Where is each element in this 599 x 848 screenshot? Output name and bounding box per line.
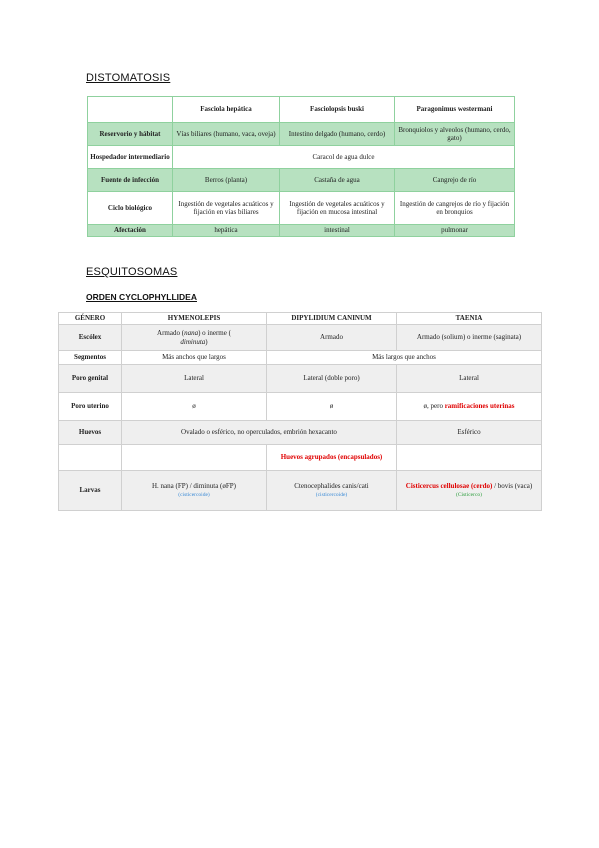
- distomatosis-table: [87, 96, 515, 237]
- table-cell-span: Caracol de agua dulce: [173, 146, 515, 169]
- note-text: (cisticercoide): [178, 492, 210, 499]
- table-cell: Ingestión de vegetales acuáticos y fijación en vías biliares: [173, 192, 280, 225]
- row-label: Segmentos: [59, 351, 122, 365]
- row-label: Poro uterino: [59, 393, 122, 421]
- table-cell: [267, 471, 397, 511]
- table-cell: ø: [122, 393, 267, 421]
- cyclophyllidea-table: [58, 312, 542, 511]
- table-row: [88, 169, 515, 192]
- table-row: [59, 393, 542, 421]
- table-cell: hepática: [173, 225, 280, 237]
- table-cell: [122, 325, 267, 351]
- table-cell-span: Ovalado o esférico, no operculados, embrión hexacanto: [122, 421, 397, 445]
- table-cell: pulmonar: [395, 225, 515, 237]
- text-part: ): [205, 337, 208, 346]
- table-cell-empty: [122, 445, 267, 471]
- table-row: [59, 365, 542, 393]
- table-cell: Armado: [267, 325, 397, 351]
- table-cell: Lateral: [122, 365, 267, 393]
- table-row: [88, 146, 515, 169]
- highlight-text: ramificaciones uterinas: [444, 402, 515, 411]
- section-title-distomatosis: DISTOMATOSIS: [86, 72, 171, 84]
- table-cell: Ingestión de cangrejos de río y fijación en bronquios: [395, 192, 515, 225]
- table-cell: Lateral: [397, 365, 542, 393]
- table-cell: intestinal: [280, 225, 395, 237]
- table-cell: Más anchos que largos: [122, 351, 267, 365]
- table-cell: Cangrejo de río: [395, 169, 515, 192]
- col-header: TAENIA: [397, 313, 542, 325]
- table-row: [88, 225, 515, 237]
- table-row: [88, 192, 515, 225]
- row-label: Fuente de infección: [88, 169, 173, 192]
- table-row: [59, 421, 542, 445]
- row-label: Poro genital: [59, 365, 122, 393]
- table-cell: Castaña de agua: [280, 169, 395, 192]
- text-italic: nana: [184, 329, 199, 338]
- table-cell: [122, 471, 267, 511]
- table-row: [88, 123, 515, 146]
- section-subtitle: ORDEN CYCLOPHYLLIDEA: [86, 292, 197, 302]
- table-row: [59, 351, 542, 365]
- table-cell: Intestino delgado (humano, cerdo): [280, 123, 395, 146]
- table-cell-empty: [59, 445, 122, 471]
- text-part: Ctenocephalides canis/cati: [294, 482, 369, 491]
- text-part: ) o inerme (: [198, 329, 231, 338]
- col-header: Paragonimus westermani: [395, 97, 515, 123]
- table-row: [59, 445, 542, 471]
- table-corner-cell: [88, 97, 173, 123]
- text-part: ø, pero: [423, 402, 445, 411]
- table-cell: Bronquiolos y alveolos (humano, cerdo, gato): [395, 123, 515, 146]
- row-label: Reservorio y hábitat: [88, 123, 173, 146]
- col-header: Fasciolopsis buski: [280, 97, 395, 123]
- table-cell: ø: [267, 393, 397, 421]
- table-header-row: [59, 313, 542, 325]
- table-cell: Lateral (doble poro): [267, 365, 397, 393]
- col-header: HYMENOLEPIS: [122, 313, 267, 325]
- col-header: Fasciola hepática: [173, 97, 280, 123]
- note-text: (Cisticerco): [456, 492, 482, 499]
- highlight-text: Huevos agrupados (encapsulados): [267, 445, 397, 471]
- note-text: (cisticercoide): [315, 492, 348, 499]
- table-row: [59, 471, 542, 511]
- text-italic: diminuta: [180, 337, 206, 346]
- text-part: / bovis (vaca): [492, 482, 533, 491]
- highlight-text: Cisticercus cellulosae (cerdo): [405, 482, 493, 491]
- text-part: H. nana (FP) / diminuta (øFP): [152, 482, 236, 491]
- col-header: DIPYLIDIUM CANINUM: [267, 313, 397, 325]
- table-cell: Vías biliares (humano, vaca, oveja): [173, 123, 280, 146]
- table-cell-span: Más largos que anchos: [267, 351, 542, 365]
- section-title-esquitosomas: ESQUITOSOMAS: [86, 266, 178, 278]
- table-cell: Berros (planta): [173, 169, 280, 192]
- row-label: Ciclo biológico: [88, 192, 173, 225]
- col-header: GÉNERO: [59, 313, 122, 325]
- row-label: Escólex: [59, 325, 122, 351]
- table-cell: [397, 393, 542, 421]
- row-label: Hospedador intermediario: [88, 146, 173, 169]
- table-cell: Ingestión de vegetales acuáticos y fijación en mucosa intestinal: [280, 192, 395, 225]
- table-header-row: [88, 97, 515, 123]
- row-label: Afectación: [88, 225, 173, 237]
- table-cell: [397, 471, 542, 511]
- table-cell: Armado (solium) o inerme (saginata): [397, 325, 542, 351]
- text-part: Armado (: [157, 329, 185, 338]
- table-row: [59, 325, 542, 351]
- table-cell-empty: [397, 445, 542, 471]
- row-label: Huevos: [59, 421, 122, 445]
- row-label: Larvas: [59, 471, 122, 511]
- table-cell: Esférico: [397, 421, 542, 445]
